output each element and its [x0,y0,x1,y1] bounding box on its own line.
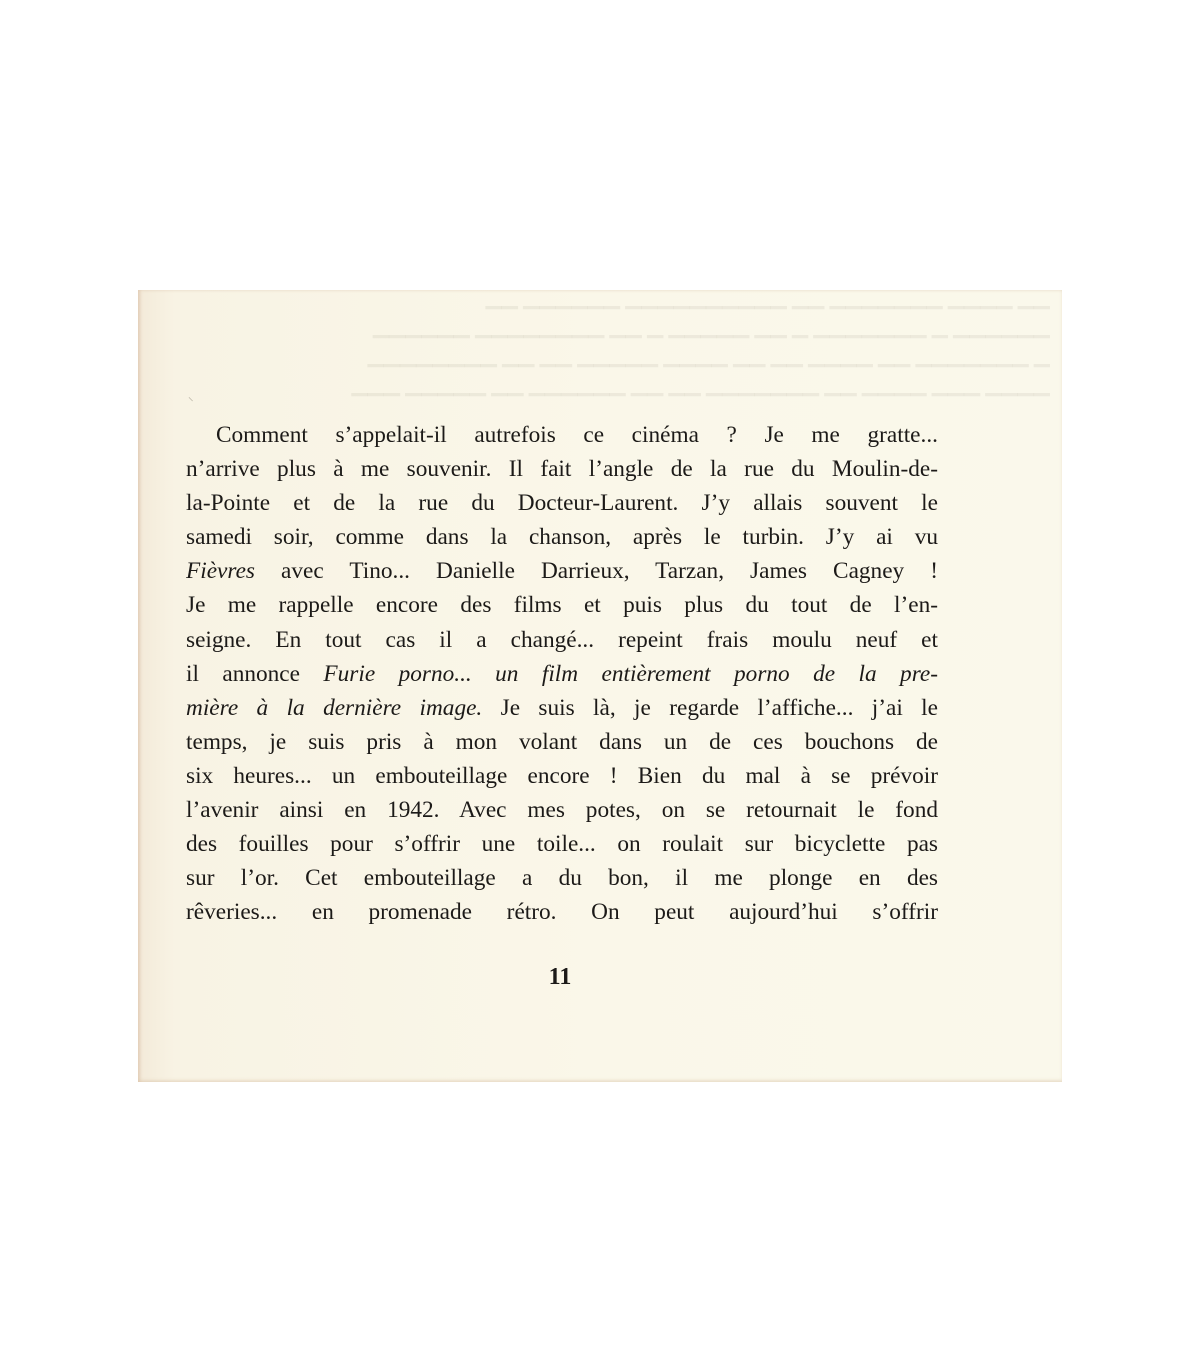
text-line [186,588,938,622]
text-line [186,759,938,793]
page-number: 11 [548,964,572,990]
text-line [186,895,938,929]
text-line [186,418,938,452]
text-line [186,725,938,759]
line-text: samedi soir, comme dans la chanson, après le turbin. J’y ai vu [186,524,938,551]
text-line [186,520,938,554]
text-line [186,554,938,588]
text-line [186,452,938,486]
text-line [186,623,938,657]
italic-title-text: Furie porno... un film entièrement porno de la pre- [323,660,938,687]
line-text: l’avenir ainsi en 1942. Avec mes potes, on se retournait le fond [186,797,938,824]
bleed-through-text: ▁▁ ▁▁▁▁ ▁▁▁▁▁▁▁ ▁▁ ▁▁▁▁▁▁▁▁▁▁ ▁▁▁▁▁▁ ▁▁ ▁▁▁▁▁▁ ▁ ▁▁▁▁▁▁▁ ▁ ▁▁ ▁▁▁▁▁ ▁ ▁▁ ▁▁▁▁▁▁▁▁ ▁▁▁▁▁▁ ▁ ▁▁▁▁▁▁▁ ▁▁ ▁▁▁▁ ▁▁ ▁▁ ▁▁▁▁ ▁▁▁▁▁ ▁▁ ▁▁ ▁▁▁▁▁▁▁▁ ▁▁▁▁ ▁▁▁ ▁▁▁▁ ▁▁ ▁▁▁▁▁▁▁ ▁▁ ▁▁ ▁▁▁▁▁▁ ▁▁ ▁▁▁▁▁ ▁▁▁ [351,285,1050,396]
page-mark: ⸌ [188,395,194,408]
line-text: la-Pointe et de la rue du Docteur-Laurent. J’y allais souvent le [186,490,938,517]
line-text: sur l’or. Cet embouteillage a du bon, il me plonge en des [186,865,938,892]
text-line [186,793,938,827]
line-text: des fouilles pour s’offrir une toile... on roulait sur bicyclette pas [186,831,938,858]
line-text: avec Tino... Danielle Darrieux, Tarzan, James Cagney ! [255,558,938,585]
italic-title-text: Fièvres [186,558,255,585]
line-text: rêveries... en promenade rétro. On peut aujourd’hui s’offrir [186,899,938,926]
line-text: Je suis là, je regarde l’affiche... j’ai le [482,694,938,721]
text-line [186,691,938,725]
line-text: six heures... un embouteillage encore ! Bien du mal à se prévoir [186,762,938,789]
text-line [186,486,938,520]
line-text: temps, je suis pris à mon volant dans un de ces bouchons de [186,728,938,755]
italic-title-text: mière à la dernière image. [186,694,483,721]
text-line [186,861,938,895]
line-text: Je me rappelle encore des films et puis plus du tout de l’en- [186,592,938,619]
line-text: n’arrive plus à me souvenir. Il fait l’angle de la rue du Moulin-de- [186,456,938,483]
line-text: il annonce [186,660,324,687]
line-text: seigne. En tout cas il a changé... repeint frais moulu neuf et [186,626,938,653]
text-line [186,657,938,691]
body-text [186,418,938,929]
text-line [186,827,938,861]
line-text: Comment s’appelait-il autrefois ce cinéma ? Je me gratte... [216,422,938,448]
